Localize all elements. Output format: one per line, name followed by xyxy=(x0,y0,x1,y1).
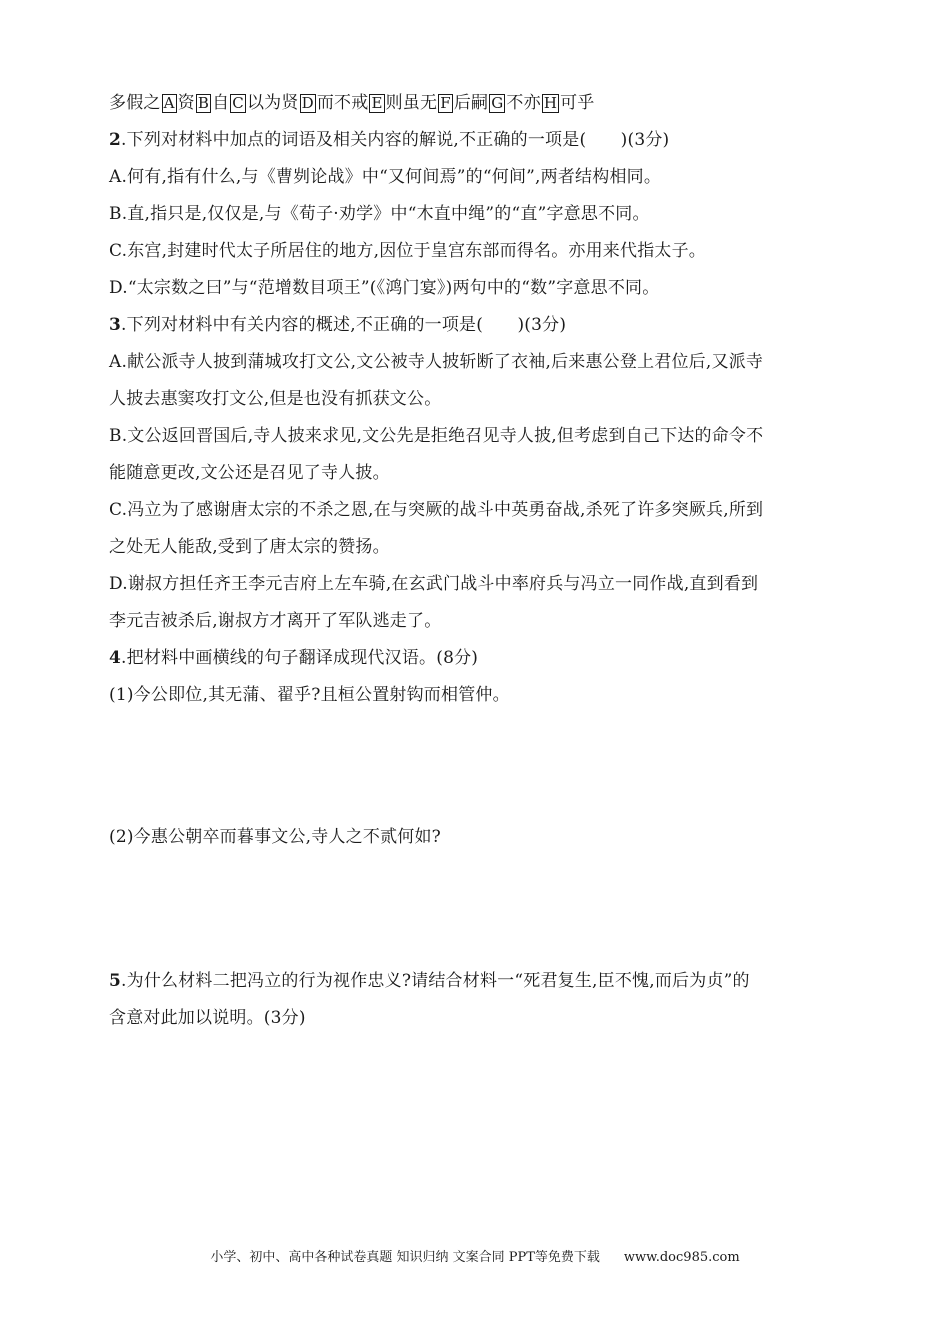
break-box-a: A xyxy=(163,94,175,112)
question-stem-text: .下列对材料中有关内容的概述,不正确的一项是( )(3分) xyxy=(121,315,567,335)
text-segment: 则虽无 xyxy=(385,93,438,113)
question-3-stem xyxy=(109,315,844,335)
break-box-f: F xyxy=(440,94,451,112)
question-3-option-a-line-1: A.献公派寺人披到蒲城攻打文公,文公被寺人披斩断了衣袖,后来惠公登上君位后,又派寺 xyxy=(109,352,764,372)
break-box-b: B xyxy=(197,94,210,112)
question-3-option-c-line-1: C.冯立为了感谢唐太宗的不杀之恩,在与突厥的战斗中英勇奋战,杀死了许多突厥兵,所到 xyxy=(109,500,764,520)
break-box-c: C xyxy=(232,94,244,112)
text-segment: 以为贤 xyxy=(246,93,299,113)
text-segment: 后嗣 xyxy=(453,93,489,113)
footer-text: 小学、初中、高中各种试卷真题 知识归纳 文案合同 PPT等免费下载 xyxy=(210,1250,600,1265)
text-segment: 可乎 xyxy=(560,93,595,113)
question-2-option-c: C.东宫,封建时代太子所居住的地方,因位于皇宫东部而得名。亦用来代指太子。 xyxy=(109,241,707,261)
break-box-d: D xyxy=(301,94,314,112)
punctuation-line xyxy=(109,93,844,113)
question-2-option-a: A.何有,指有什么,与《曹刿论战》中“又何间焉”的“何间”,两者结构相同。 xyxy=(109,167,662,187)
question-3-option-b-line-1: B.文公返回晋国后,寺人披来求见,文公先是拒绝召见寺人披,但考虑到自己下达的命令不 xyxy=(109,426,764,446)
question-stem-text: .把材料中画横线的句子翻译成现代汉语。(8分) xyxy=(121,648,479,668)
break-box-e: E xyxy=(371,94,383,112)
question-4-stem xyxy=(109,648,844,668)
text-segment: 多假之 xyxy=(109,93,161,113)
text-segment: 而不戒 xyxy=(316,93,369,113)
question-number: 4 xyxy=(109,648,122,668)
break-box-h: H xyxy=(543,94,558,112)
question-number: 3 xyxy=(109,315,122,335)
text-segment: 资 xyxy=(177,93,195,113)
question-2-option-b: B.直,指只是,仅仅是,与《荀子·劝学》中“木直中绳”的“直”字意思不同。 xyxy=(109,204,650,224)
break-box-g: G xyxy=(491,94,504,112)
question-2-option-d: D.“太宗数之曰”与“范增数目项王”(《鸿门宴》)两句中的“数”字意思不同。 xyxy=(109,278,660,298)
question-4-item-2: (2)今惠公朝卒而暮事文公,寺人之不贰何如? xyxy=(109,827,441,847)
question-3-option-b-line-2: 能随意更改,文公还是召见了寺人披。 xyxy=(109,463,390,483)
question-3-option-d-line-1: D.谢叔方担任齐王李元吉府上左车骑,在玄武门战斗中率府兵与冯立一同作战,直到看到 xyxy=(109,574,759,594)
question-5-line-1 xyxy=(109,971,844,991)
question-number: 2 xyxy=(109,130,122,150)
question-3-option-c-line-2: 之处无人能敌,受到了唐太宗的赞扬。 xyxy=(109,537,390,557)
question-5-line-2: 含意对此加以说明。(3分) xyxy=(109,1008,306,1028)
question-4-item-1: (1)今公即位,其无蒲、翟乎?且桓公置射钩而相管仲。 xyxy=(109,685,510,705)
footer-url: www.doc985.com xyxy=(623,1250,740,1265)
page-footer xyxy=(0,1249,950,1267)
text-segment: 自 xyxy=(212,93,230,113)
question-number: 5 xyxy=(109,971,122,991)
text-segment: 不亦 xyxy=(506,93,541,113)
question-stem-text: .为什么材料二把冯立的行为视作忠义?请结合材料一“死君复生,臣不愧,而后为贞”的 xyxy=(121,971,750,991)
question-2-stem xyxy=(109,130,844,150)
question-stem-text: .下列对材料中加点的词语及相关内容的解说,不正确的一项是( )(3分) xyxy=(121,130,670,150)
question-3-option-a-line-2: 人披去惠窦攻打文公,但是也没有抓获文公。 xyxy=(109,389,442,409)
question-3-option-d-line-2: 李元吉被杀后,谢叔方才离开了军队逃走了。 xyxy=(109,611,442,631)
